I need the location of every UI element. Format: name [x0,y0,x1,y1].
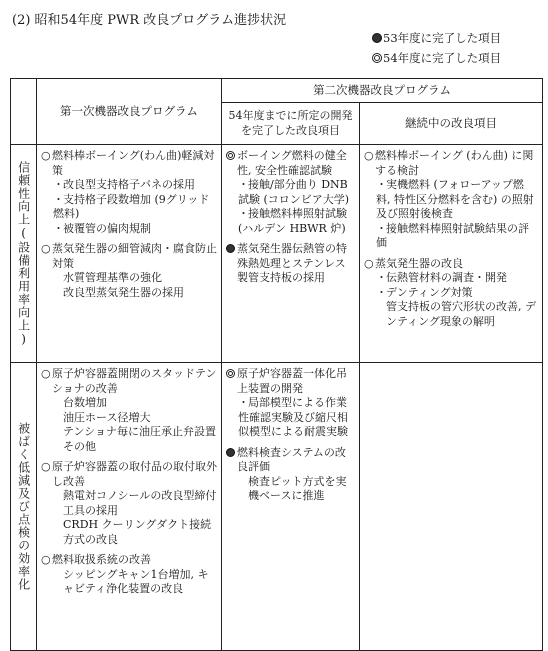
page-title: (2) 昭和54年度 PWR 改良プログラム進捗状況 [12,13,287,28]
sub-item [53,222,217,237]
item-bullet [226,242,237,286]
item-text: 原子炉容器蓋の取付品の取付取外し改善 [52,460,217,488]
table-cell [37,363,222,651]
item-bullet [226,446,237,475]
sub-item [376,286,538,301]
bullet-dot-icon: ・ [376,285,387,299]
double-circle-icon [372,53,382,63]
item-text: 蒸気発生器伝熱管の特殊熱処理とステンレス製管支持板の採用 [237,242,347,285]
detail-line: テンショナ毎に油圧承止弁設置その他 [63,425,216,453]
open-circle-icon: ○ [364,256,374,270]
row-label: 信頼性向上(設備利用率向上) [16,160,31,347]
completed-header: 54年度までに所定の開発を完了した改良項目 [222,103,360,145]
item-text: 燃料棒ボーイング (わん曲) に関する検討 [375,149,534,177]
sub-item [376,271,538,286]
bullet-dot-icon: ・ [238,207,249,221]
open-circle-icon: ○ [41,242,51,256]
first-program-header: 第一次機器改良プログラム [37,79,222,145]
item-heading [41,460,217,489]
sub-item-text: 改良型支持格子バネの採用 [63,178,195,192]
item-text: 燃料取扱系統の改善 [52,553,151,567]
item-heading [226,446,355,475]
sub-item-text: 支持格子段数増加 (9グリッド燃料) [53,192,210,221]
sub-item-text: 接触燃料棒照射試験 (ハルデン HBWR 炉) [238,207,347,235]
table-cell [222,363,360,651]
program-item [41,242,217,300]
progress-table [10,78,543,651]
sub-item-text: 接触/部分曲り DNB 試験 (コロンビア大学) [238,178,350,206]
sub-item [238,396,355,440]
detail-line: 検査ピット方式を実機ベースに推進 [248,474,347,503]
table-row [11,363,543,651]
open-circle-icon: ○ [41,367,51,380]
item-bullet [41,460,52,489]
filled-circle-icon [226,448,235,457]
bullet-dot-icon: ・ [238,396,249,410]
double-circle-icon [226,151,235,160]
item-text: 原子炉容器蓋開閉のスタッドテンショナの改善 [52,367,217,395]
item-bullet [41,553,52,568]
filled-circle-icon [226,244,235,253]
open-circle-icon: ○ [41,553,51,567]
bullet-dot-icon: ・ [53,178,64,192]
open-circle-icon: ○ [364,149,374,162]
bullet-dot-icon: ・ [376,271,387,285]
item-heading [41,367,217,396]
item-bullet [41,149,52,178]
program-item [41,460,217,547]
detail-line: 台数増加 [63,396,107,410]
item-heading [364,149,538,178]
program-item [226,242,355,286]
item-heading [364,257,538,272]
item-text: 燃料検査システムの改良評価 [237,445,346,474]
sub-item-text: 実機燃料 (フォローアップ燃料, 特性区分燃料を含む) の照射及び照射後検査 [376,178,534,221]
item-bullet [41,242,52,271]
sub-item-text: 被覆管の偏肉規制 [63,221,151,235]
item-heading [226,242,355,286]
item-bullet [226,149,237,178]
program-item [226,367,355,440]
item-heading [41,242,217,271]
bullet-dot-icon: ・ [53,192,64,206]
item-heading [41,149,217,178]
item-heading [41,553,217,568]
program-item [226,149,355,236]
legend-label: 54年度に完了した項目 [383,51,502,65]
sub-item-text: 伝熱管材料の調査・開発 [386,271,507,285]
detail-line: 水質管理基準の強化 [63,271,162,285]
legend-item-53 [372,30,501,46]
sub-item-text: 局部模型による作業性確認実験及び縮尺相似模型による耐震実験 [238,396,348,439]
program-item [364,149,538,251]
ongoing-header: 継続中の改良項目 [360,103,543,145]
program-item [41,367,217,454]
detail-line: 管支持板の管穴形状の改善, デンティング現象の解明 [386,300,536,328]
detail-line: 油圧ホース径増大 [63,410,151,424]
program-item [41,553,217,597]
sub-item [376,178,538,222]
bullet-dot-icon: ・ [53,221,64,235]
sub-item [53,193,217,222]
item-bullet [364,257,375,272]
sub-item [238,207,355,236]
item-bullet [226,367,237,396]
item-text: 原子炉容器蓋一体化吊上装置の開発 [237,367,347,395]
detail-line: シッピングキャン1台増加, キャビティ浄化装置の改良 [63,567,209,596]
bullet-dot-icon: ・ [238,178,249,192]
table-row [11,145,543,363]
open-circle-icon: ○ [41,149,51,162]
detail-line: 改良型蒸気発生器の採用 [63,285,184,299]
item-bullet [364,149,375,178]
detail-line: CRDH クーリングダクト接続方式の改良 [63,518,212,546]
row-header [11,363,37,651]
sub-item [376,222,538,251]
row-label: 被ばく低減及び点検の効率化 [16,422,31,591]
table-cell [360,145,543,363]
item-text: ボーイング燃料の健全性, 安全性確認試験 [237,149,347,177]
double-circle-icon [226,369,235,378]
bullet-dot-icon: ・ [376,178,387,192]
item-heading [226,149,355,178]
bullet-dot-icon: ・ [376,221,387,235]
legend-item-54 [372,50,501,66]
item-heading [226,367,355,396]
item-text: 蒸気発生器の細管減肉・腐食防止対策 [52,242,217,270]
open-circle-icon: ○ [41,460,51,474]
sub-item-text: 接触燃料棒照射試験結果の評価 [376,221,529,250]
sub-item [53,178,217,193]
filled-circle-icon [372,33,382,43]
corner-cell [11,79,37,145]
row-header [11,145,37,363]
legend-label: 53年度に完了した項目 [383,31,502,45]
detail-line: 熱電対コノシールの改良型締付工具の採用 [63,489,217,517]
sub-item-text: デンティング対策 [386,285,473,299]
program-item [41,149,217,236]
table-cell [222,145,360,363]
second-program-header: 第二次機器改良プログラム [222,79,543,103]
program-item [226,446,355,504]
program-item [364,257,538,330]
table-cell [37,145,222,363]
item-bullet [41,367,52,396]
item-text: 燃料棒ボーイング(わん曲)軽減対策 [52,149,215,177]
sub-item [238,178,355,207]
item-text: 蒸気発生器の改良 [375,256,463,270]
table-cell [360,363,543,651]
